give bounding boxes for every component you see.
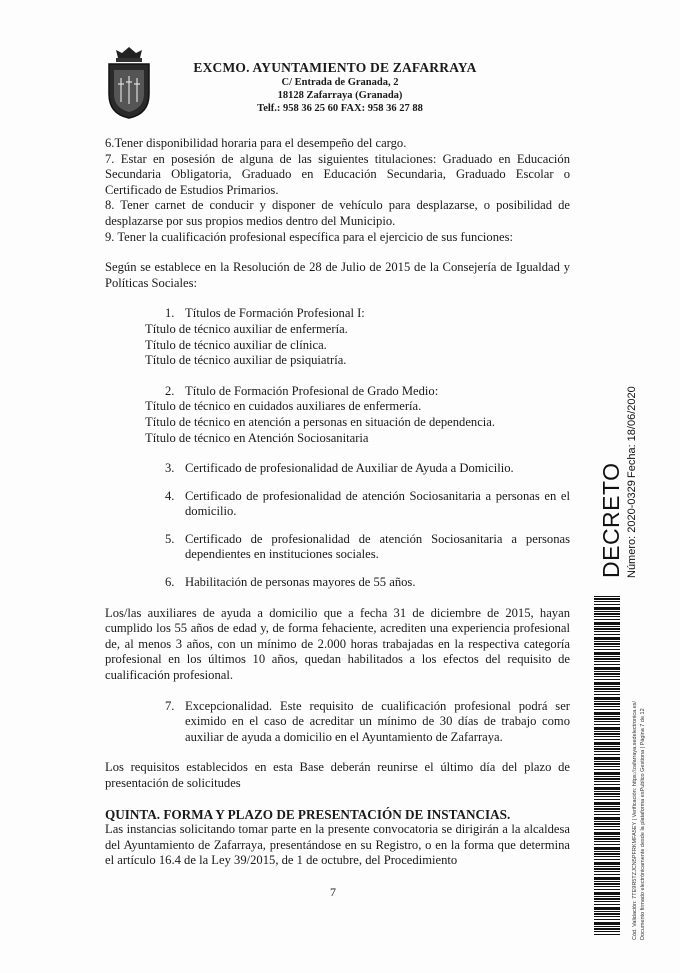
requirement-6: 6.Tener disponibilidad horaria para el desempeño del cargo. (105, 136, 407, 150)
section-heading: QUINTA. FORMA Y PLAZO DE PRESENTACIÓN DE INSTANCIAS. (105, 806, 511, 822)
sub-text: Título de técnico en atención a personas en situación de dependencia. (145, 414, 496, 429)
sub-item (105, 353, 570, 369)
list-text: Certificado de profesionalidad de Auxiliar de Ayuda a Domicilio. (185, 461, 514, 476)
org-city: 18128 Zafarraya (Granada) (277, 90, 403, 101)
org-address: C/ Entrada de Granada, 2 (281, 77, 399, 88)
list-item (105, 306, 570, 322)
page-number: 7 (330, 885, 336, 899)
resolution-paragraph: Según se establece en la Resolución de 28 de Julio de 2015 de la Consejería de Igualdad y Políticas Sociales: (105, 260, 570, 290)
decreto-stamp: DECRETO (598, 462, 624, 578)
list-number: 6. (165, 575, 175, 590)
list-item (105, 532, 570, 563)
sub-text: Título de técnico auxiliar de clínica. (145, 337, 327, 352)
list-text: Títulos de Formación Profesional I: (185, 306, 365, 321)
requirement-8: 8. Tener carnet de conducir y disponer de vehículo para desplazarse, o posibilidad de desplazarse por sus propios medios dentro del Municipio. (105, 198, 570, 228)
list-item (105, 699, 570, 746)
requirement-9: 9. Tener la cualificación profesional específica para el ejercicio de sus funciones: (105, 229, 513, 244)
org-name: EXCMO. AYUNTAMIENTO DE ZAFARRAYA (193, 60, 477, 75)
quinta-paragraph: Las instancias solicitando tomar parte en la presente convocatoria se dirigirán a la alcaldesa del Ayuntamiento de Zafarraya, presentándose en su Registro, o en la forma que determina el artículo 16.4 de la Ley 39/2015, de 1 de octubre, del Procedimiento (105, 822, 570, 868)
list-text: Título de Formación Profesional de Grado Medio: (185, 383, 439, 398)
list-number: 5. (165, 531, 175, 546)
decreto-date: Fecha: 18/06/2020 (626, 386, 638, 478)
list-number: 4. (165, 488, 175, 503)
signature-note: Documento firmado electrónicamente desde la plataforma esPublico Gestiona | Página 7 de 12 (640, 708, 646, 940)
list-number: 2. (165, 383, 175, 398)
document-body (105, 136, 570, 869)
auxiliares-paragraph: Los/las auxiliares de ayuda a domicilio que a fecha 31 de diciembre de 2015, hayan cumplido los 55 años de edad y, de forma fehaciente, acrediten una experiencia profesional de, al menos 3 años, con un mínimo de 2.000 horas trabajadas en la respectiva categoría profesional en los últimos 10 años, quedan habilitados a los efectos del requisito de cualificación profesional. (105, 605, 570, 683)
list-item (105, 461, 570, 477)
sub-item (105, 415, 570, 431)
decreto-number: Número: 2020-0329 (626, 480, 638, 578)
sub-item (105, 338, 570, 354)
requirement-7: 7. Estar en posesión de alguna de las siguientes titulaciones: Graduado en Educación Secundaria Obligatoria, Graduado en Educación Secundaria, Graduado Escolar o Certificado de Estudios Primarios. (105, 151, 570, 197)
list-text: Certificado de profesionalidad de atención Sociosanitaria a personas dependientes en instituciones sociales. (185, 531, 570, 562)
sub-text: Título de técnico en Atención Sociosanitaria (145, 430, 369, 445)
barcode-image (594, 596, 620, 936)
list-text: Habilitación de personas mayores de 55 años. (185, 575, 416, 590)
list-text: Certificado de profesionalidad de atención Sociosanitaria a personas en el domicilio. (185, 488, 570, 519)
sub-item (105, 322, 570, 338)
list-item (105, 575, 570, 591)
requisitos-paragraph: Los requisitos establecidos en esta Base deberán reunirse el último día del plazo de presentación de solicitudes (105, 760, 570, 790)
list-item (105, 384, 570, 400)
letterhead (140, 60, 540, 115)
sub-item (105, 431, 570, 447)
sub-text: Título de técnico auxiliar de enfermería. (145, 321, 348, 336)
list-item (105, 489, 570, 520)
qualification-list (105, 306, 570, 590)
org-phone: Telf.: 958 36 25 60 FAX: 958 36 27 88 (257, 103, 423, 114)
list-text: Excepcionalidad. Este requisito de cualificación profesional podrá ser eximido en el caso de acreditar un mínimo de 30 días de trabajo como auxiliar de ayuda a domicilio en el Ayuntamiento de Zafarraya. (185, 698, 570, 744)
sub-item (105, 399, 570, 415)
sub-text: Título de técnico auxiliar de psiquiatría. (145, 353, 347, 368)
list-number: 7. (165, 698, 175, 713)
validation-code: Cód. Validación: 7TE9R5TZJCN5PFRKMFA5EY | Verificación: https://zafarraya.sedelectronica.es/ (632, 700, 638, 940)
exception-list (105, 699, 570, 746)
sub-text: Título de técnico en cuidados auxiliares de enfermería. (145, 399, 422, 414)
list-number: 1. (165, 306, 175, 321)
list-number: 3. (165, 461, 175, 476)
